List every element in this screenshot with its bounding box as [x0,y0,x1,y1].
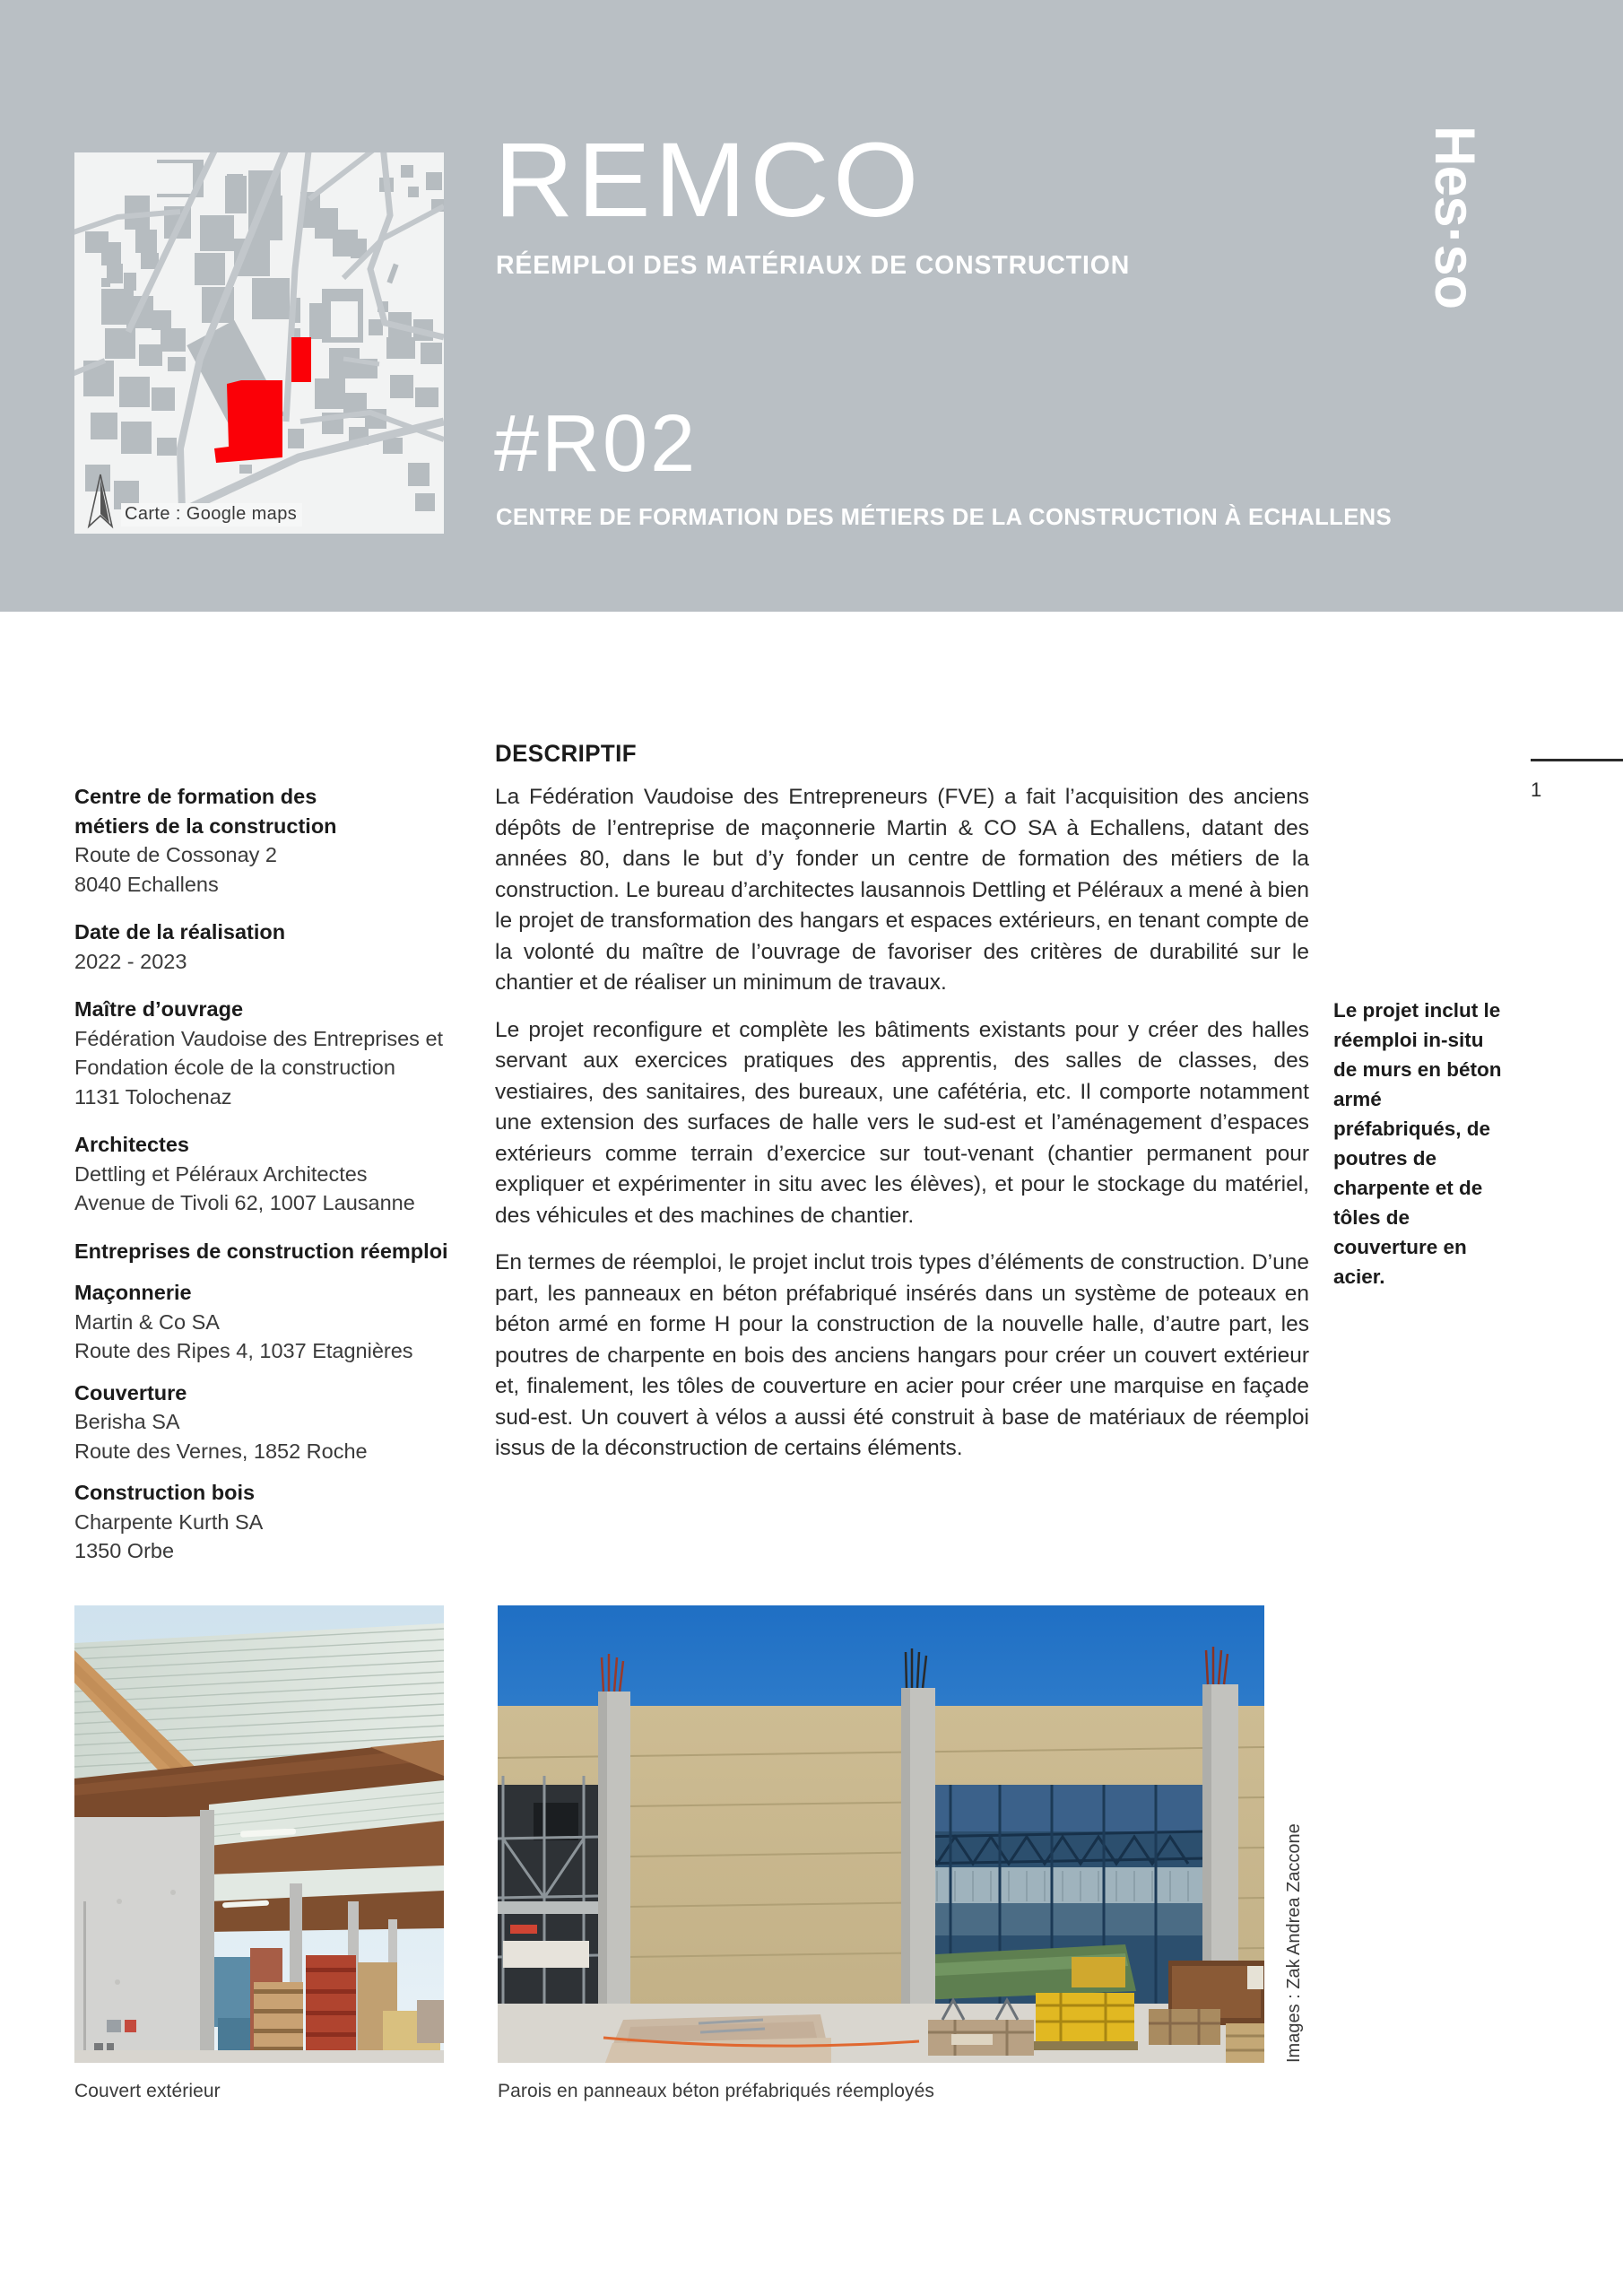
header-band [0,0,1623,612]
meta-heading: Couverture [74,1380,187,1405]
reference-code: #R02 [494,399,699,489]
meta-line: Route de Cossonay 2 [74,843,278,866]
meta-heading: Centre de formation des [74,785,317,808]
descriptif-paragraph: En termes de réemploi, le projet inclut trois types d’éléments de construction. D’une part, les panneaux en béton préfabriqué insérés dans un système de poteaux en béton armé en forme H pour la construction de la nouvelle halle, d’autre part, les poutres de charpente en bois des anciens hangars pour créer un couvert extérieur et, finalement, les tôles de couverture en acier pour créer une marquise en façade sud-est. Un couvert à vélos a aussi été construit à base de matériaux de réemploi issus de la déconstruction de certains éléments. [495,1250,1309,1460]
meta-heading: Date de la réalisation [74,920,286,944]
pull-quote: Le projet inclut le réemploi in-situ de murs en béton armé préfabriqués, de poutres de charpente et de tôles de couverture en acier. [1333,999,1502,1288]
page-number-rule [1531,759,1623,761]
meta-line: Dettling et Péléraux Architectes [74,1161,368,1186]
reuse-block-roofing [74,1378,496,1466]
meta-line: Route des Vernes, 1852 Roche [74,1439,368,1463]
meta-line: 2022 - 2023 [74,949,187,973]
meta-line: 8040 Echallens [74,872,219,896]
meta-line: Charpente Kurth SA [74,1509,264,1534]
page-number: 1 [1531,778,1542,801]
location-map [74,152,444,534]
descriptif-paragraph: Le projet reconfigure et complète les bâtiments existants pour y créer des halles servant aux exercices pratiques des apprentis, des salles de classes, des vestiaires, des sanitaires, des bureaux, une cafétéria, etc. Il comporte notamment une extension des surfaces de halle vers le sud-est et l’aménagement d’espaces extérieurs comme terrain d’exercice sur tout-venant (chantier permanent pour expliquer et expérimenter in situ avec les élèves), et pour le stockage du matériel, des véhicules et des machines de chantier. [495,1017,1309,1228]
photo-caption-left: Couvert extérieur [74,2081,221,2101]
meta-heading: Architectes [74,1133,189,1156]
meta-line: Route des Ripes 4, 1037 Etagnières [74,1339,413,1362]
institution-logo: Hes·so [1423,126,1486,309]
image-credit: Images : Zak Andrea Zaccone [1284,1823,1304,2063]
meta-heading: Construction bois [74,1481,256,1504]
meta-block-client [74,995,496,1111]
meta-line: Berisha SA [74,1410,180,1433]
meta-line: 1131 Tolochenaz [74,1084,232,1109]
north-arrow-icon [85,473,116,530]
meta-heading-2: métiers de la construction [74,813,337,838]
reuse-block-masonry [74,1278,496,1366]
meta-block-reuse-companies [74,1237,496,1566]
map-credit-label: Carte : Google maps [121,503,302,526]
meta-block-architects [74,1130,496,1218]
meta-line: Fondation école de la construction [74,1056,395,1079]
reference-subtitle: CENTRE DE FORMATION DES MÉTIERS DE LA CONSTRUCTION À ECHALLENS [496,503,1393,530]
project-metadata [74,782,496,1566]
meta-line: 1350 Orbe [74,1539,175,1562]
meta-line: Avenue de Tivoli 62, 1007 Lausanne [74,1191,415,1214]
photo-caption-right: Parois en panneaux béton préfabriqués réemployés [498,2081,934,2101]
meta-block-venue [74,782,496,899]
descriptif-paragraph: La Fédération Vaudoise des Entrepreneurs (FVE) a fait l’acquisition des anciens dépôts de l’entreprise de maçonnerie Martin & CO SA à Echallens, datant des années 80, dans le but d’y fonder un centre de formation des métiers de la construction. Le bureau d’architectes lausannois Dettling et Péléraux a mené à bien le projet de transformation des hangars et espaces extérieurs, en tenant compte de la volonté du maître de l’ouvrage de favoriser des critères de durabilité sur le chantier et de réaliser un minimum de travaux. [495,785,1309,995]
program-subtitle: RÉEMPLOI DES MATÉRIAUX DE CONSTRUCTION [496,251,1131,280]
program-title: REMCO [494,121,923,239]
reuse-section-title: Entreprises de construction réemploi [74,1239,448,1263]
reuse-block-timber [74,1478,496,1566]
photo-precast-concrete-panels [498,1605,1264,2063]
photo-covered-outdoor-area [74,1605,444,2063]
meta-heading: Maçonnerie [74,1281,192,1304]
descriptif-heading: DESCRIPTIF [495,740,637,767]
meta-line: Fédération Vaudoise des Entreprises et [74,1026,444,1050]
meta-block-date [74,918,496,976]
descriptif-section [495,740,1309,1465]
meta-line: Martin & Co SA [74,1309,220,1334]
meta-heading: Maître d’ouvrage [74,997,244,1021]
